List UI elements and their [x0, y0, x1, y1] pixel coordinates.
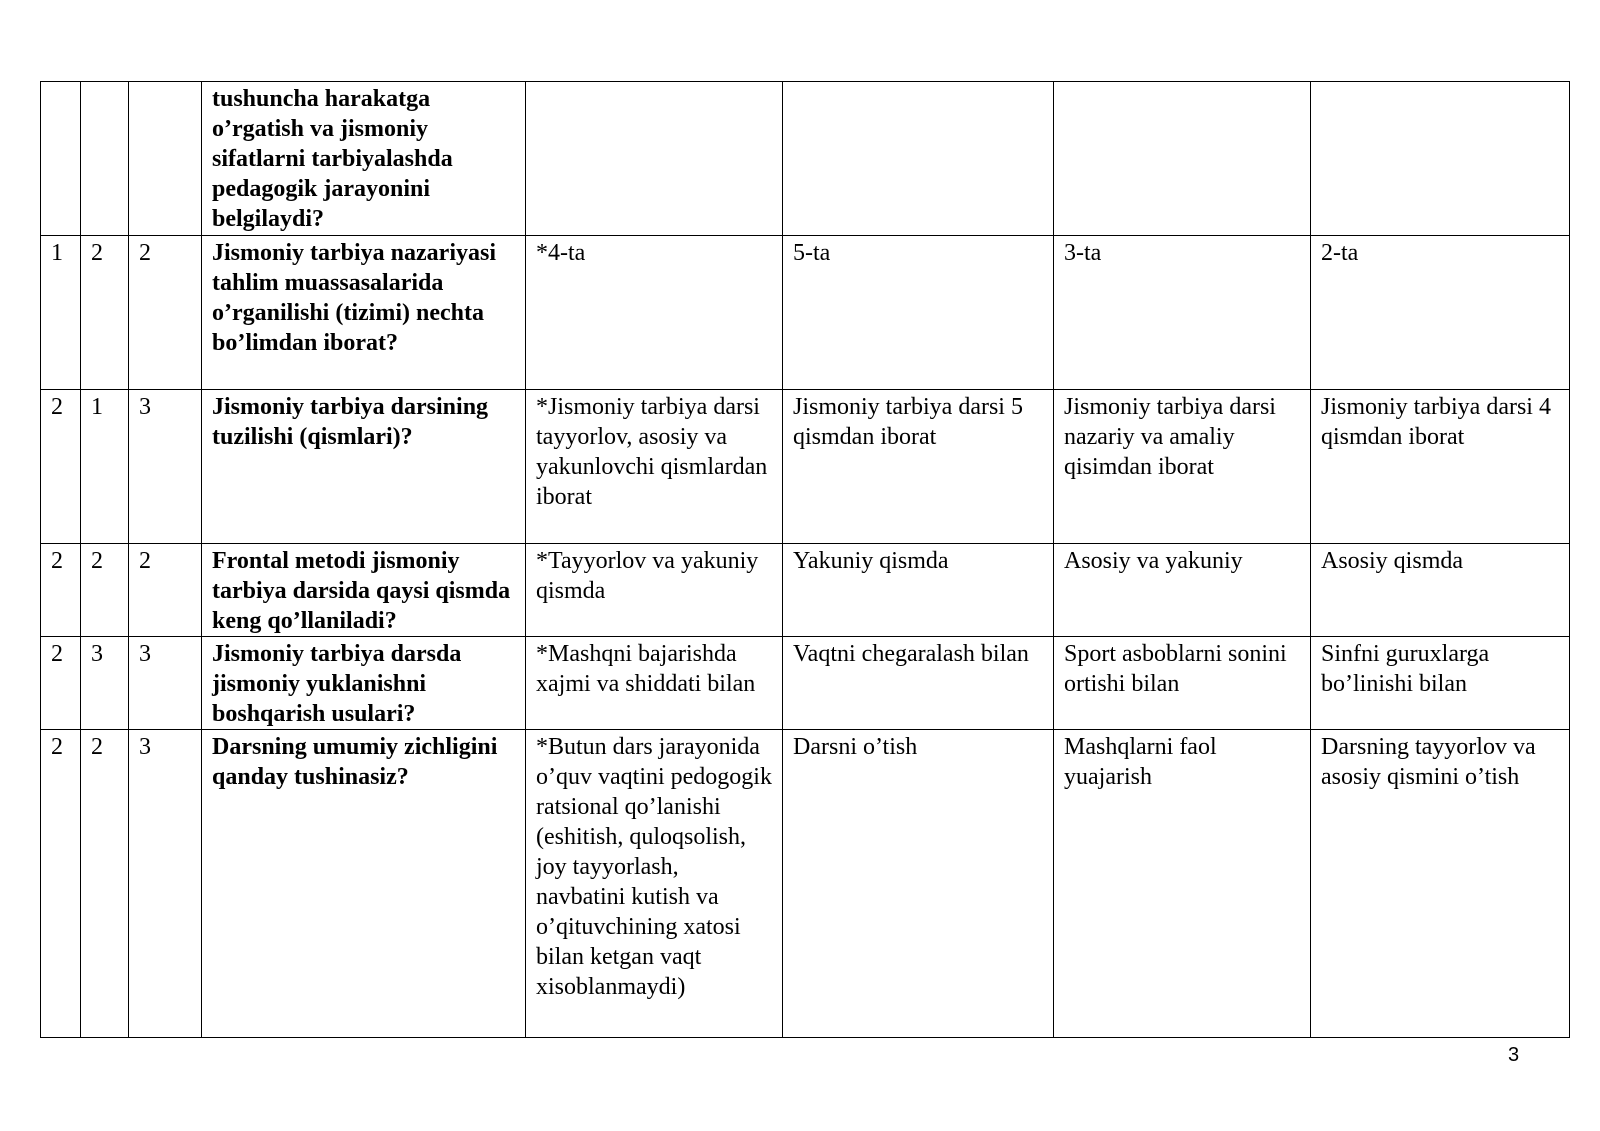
answer-option-2-cell: Jismoniy tarbiya darsi 5 qismdan iborat — [783, 390, 1054, 544]
answer-option-4-cell: Asosiy qismda — [1311, 544, 1570, 637]
table-row — [41, 82, 1570, 236]
answer-correct-cell: *Mashqni bajarishda xajmi va shiddati bilan — [526, 637, 783, 730]
col3-cell: 3 — [129, 730, 202, 1038]
answer-option-3-cell: Mashqlarni faol yuajarish — [1054, 730, 1311, 1038]
answer-option-3-cell: 3-ta — [1054, 236, 1311, 390]
col2-cell: 2 — [81, 730, 129, 1038]
questions-table — [40, 81, 1570, 1038]
answer-option-3-cell: Jismoniy tarbiya darsi nazariy va amaliy qisimdan iborat — [1054, 390, 1311, 544]
col2-cell: 1 — [81, 390, 129, 544]
answer-option-4-cell — [1311, 82, 1570, 236]
answer-correct-cell — [526, 82, 783, 236]
question-cell: Jismoniy tarbiya nazariyasi tahlim muassasalarida o’rganilishi (tizimi) nechta bo’limdan iborat? — [202, 236, 526, 390]
col2-cell: 3 — [81, 637, 129, 730]
question-cell: Jismoniy tarbiya darsining tuzilishi (qismlari)? — [202, 390, 526, 544]
answer-option-3-cell: Asosiy va yakuniy — [1054, 544, 1311, 637]
col1-cell: 1 — [41, 236, 81, 390]
answer-option-4-cell: Jismoniy tarbiya darsi 4 qismdan iborat — [1311, 390, 1570, 544]
answer-option-3-cell — [1054, 82, 1311, 236]
answer-correct-cell: *Butun dars jarayonida o’quv vaqtini pedogogik ratsional qo’lanishi (eshitish, quloqsolish, joy tayyorlash, navbatini kutish va o’qituvchining xatosi bilan ketgan vaqt xisoblanmaydi) — [526, 730, 783, 1038]
col1-cell: 2 — [41, 637, 81, 730]
answer-correct-cell: *Jismoniy tarbiya darsi tayyorlov, asosiy va yakunlovchi qismlardan iborat — [526, 390, 783, 544]
col1-cell: 2 — [41, 390, 81, 544]
table-row — [41, 236, 1570, 390]
col3-cell: 3 — [129, 390, 202, 544]
answer-option-2-cell: 5-ta — [783, 236, 1054, 390]
answer-option-2-cell: Yakuniy qismda — [783, 544, 1054, 637]
table-row — [41, 390, 1570, 544]
col3-cell: 2 — [129, 236, 202, 390]
question-cell: tushuncha harakatga o’rgatish va jismoniy sifatlarni tarbiyalashda pedagogik jarayonini belgilaydi? — [202, 82, 526, 236]
question-cell: Darsning umumiy zichligini qanday tushinasiz? — [202, 730, 526, 1038]
question-cell: Jismoniy tarbiya darsda jismoniy yuklanishni boshqarish usulari? — [202, 637, 526, 730]
col1-cell: 2 — [41, 544, 81, 637]
question-cell: Frontal metodi jismoniy tarbiya darsida qaysi qismda keng qo’llaniladi? — [202, 544, 526, 637]
answer-correct-cell: *4-ta — [526, 236, 783, 390]
table-row — [41, 730, 1570, 1038]
answer-correct-cell: *Tayyorlov va yakuniy qismda — [526, 544, 783, 637]
answer-option-2-cell: Vaqtni chegaralash bilan — [783, 637, 1054, 730]
answer-option-2-cell: Darsni o’tish — [783, 730, 1054, 1038]
answer-option-4-cell: Sinfni guruxlarga bo’linishi bilan — [1311, 637, 1570, 730]
col3-cell: 3 — [129, 637, 202, 730]
answer-option-4-cell: 2-ta — [1311, 236, 1570, 390]
table-row — [41, 637, 1570, 730]
col3-cell — [129, 82, 202, 236]
col1-cell — [41, 82, 81, 236]
table-row — [41, 544, 1570, 637]
answer-option-3-cell: Sport asboblarni sonini ortishi bilan — [1054, 637, 1311, 730]
answer-option-4-cell: Darsning tayyorlov va asosiy qismini o’tish — [1311, 730, 1570, 1038]
col3-cell: 2 — [129, 544, 202, 637]
col2-cell: 2 — [81, 544, 129, 637]
col1-cell: 2 — [41, 730, 81, 1038]
col2-cell: 2 — [81, 236, 129, 390]
page-number: 3 — [1508, 1044, 1520, 1066]
answer-option-2-cell — [783, 82, 1054, 236]
col2-cell — [81, 82, 129, 236]
